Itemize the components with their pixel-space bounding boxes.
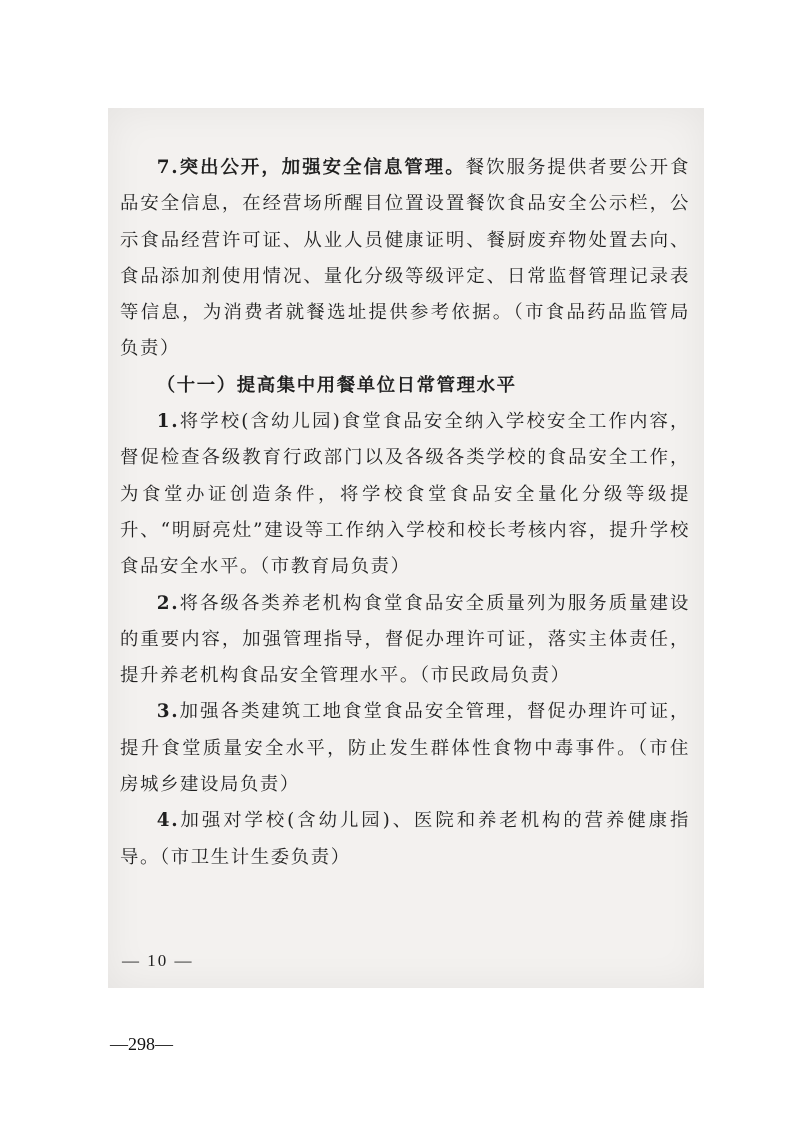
section-heading-11: （十一）提高集中用餐单位日常管理水平	[156, 374, 517, 396]
page-number: — 10 —	[122, 951, 194, 970]
item-4-body: 加强对学校(含幼儿园)、医院和养老机构的营养健康指导。（市卫生计生委负责）	[120, 810, 690, 868]
section-7-body: 餐饮服务提供者要公开食品安全信息，在经营场所醒目位置设置餐饮食品安全公示栏，公示食品经营许可证、从业人员健康证明、餐厨废弃物处置去向、食品添加剂使用情况、量化分级等级评定、日常监督管理记录表等信息，为消费者就餐选址提供参考依据。（市食品药品监管局负责）	[120, 157, 690, 360]
item-3-body: 加强各类建筑工地食堂食品安全管理，督促办理许可证，提升食堂质量安全水平，防止发生群体性食物中毒事件。（市住房城乡建设局负责）	[120, 701, 690, 796]
paragraph-item-1	[120, 404, 690, 585]
paragraph-item-3	[120, 694, 690, 803]
item-2-lead: 2.	[156, 592, 180, 614]
item-3-lead: 3.	[156, 701, 180, 723]
footer-page-number: —298—	[110, 1034, 173, 1054]
item-4-lead: 4.	[156, 810, 180, 832]
item-1-body: 将学校(含幼儿园)食堂食品安全纳入学校安全工作内容，督促检查各级教育行政部门以及各级各类学校的食品安全工作，为食堂办证创造条件，将学校食堂食品安全量化分级等级提升、“明厨亮灶”建设等工作纳入学校和校长考核内容，提升学校食品安全水平。（市教育局负责）	[120, 411, 690, 578]
item-2-body: 将各级各类养老机构食堂食品安全质量列为服务质量建设的重要内容，加强管理指导，督促办理许可证，落实主体责任，提升养老机构食品安全管理水平。（市民政局负责）	[120, 592, 690, 687]
document-body	[120, 150, 690, 876]
item-1-lead: 1.	[156, 411, 180, 433]
paragraph-item-4	[120, 803, 690, 876]
paragraph-section-7	[120, 150, 690, 368]
section-7-lead: 7.突出公开，加强安全信息管理。	[156, 157, 466, 178]
paragraph-item-2	[120, 586, 690, 695]
